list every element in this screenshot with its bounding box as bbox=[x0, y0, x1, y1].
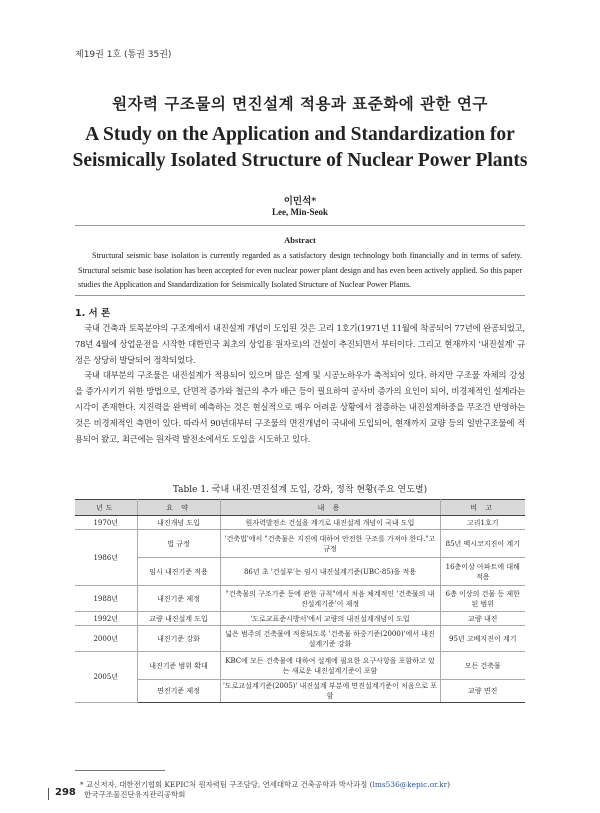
cell-content: 86년 초 '건설부'는 임시 내진설계기준(UBC-85)을 적용 bbox=[220, 558, 440, 586]
journal-issue: 제19권 1호 (통권 35권) bbox=[75, 50, 172, 60]
table-row bbox=[75, 558, 525, 586]
footnote-email[interactable]: lms536@kepic.or.kr bbox=[372, 780, 448, 789]
header-summary: 요 약 bbox=[137, 500, 220, 516]
header-content: 내 용 bbox=[220, 500, 440, 516]
divider-top bbox=[75, 225, 525, 226]
cell-note: 6층 이상의 건물 등 제한된 범위 bbox=[440, 586, 525, 612]
table-row bbox=[75, 626, 525, 652]
abstract-text: Structural seismic base isolation is currently regarded as a satisfactory design technology both financially and in terms of safety. Structural seismic base isolation has been accepted for even nuclear power plant design and has even been actively applied. So this paper studies the Application and Standardization for Seismically Isolated Structure of Nuclear Power Plants. bbox=[78, 251, 522, 289]
divider-bottom bbox=[75, 295, 525, 296]
cell-content: "건축물의 구조기준 등에 관한 규칙"에서 처음 체계적인 '건축물의 내진설계기준'이 제정 bbox=[220, 586, 440, 612]
cell-content: 넓은 범주의 건축물에 적용되도록 '건축물 하중기준(2000)'에서 내진설계기준 강화 bbox=[220, 626, 440, 652]
cell-note: 16층이상 아파트에 대해 적용 bbox=[440, 558, 525, 586]
header-year: 년도 bbox=[75, 500, 137, 516]
table-row bbox=[75, 516, 525, 530]
cell-note: 교량 내진 bbox=[440, 612, 525, 626]
footnote-rule bbox=[75, 770, 165, 771]
author-english: Lee, Min-Seok bbox=[272, 207, 328, 217]
cell-year: 1988년 bbox=[75, 586, 137, 612]
title-korean: 원자력 구조물의 면진설계 적용과 표준화에 관한 연구 bbox=[112, 94, 488, 113]
cell-note: 85년 멕시코지진이 계기 bbox=[440, 530, 525, 558]
cell-summary: 임시 내진기준 적용 bbox=[137, 558, 220, 586]
footnote-close: ) bbox=[447, 780, 451, 789]
title-english-line1: A Study on the Application and Standardization for bbox=[85, 124, 515, 145]
cell-content: 원자력발전소 건설을 계기로 내진설계 개념이 국내 도입 bbox=[220, 516, 440, 530]
paragraph-1: 국내 건축과 토목분야의 구조계에서 내진설계 개념이 도입된 것은 고리 1호기(1971년 11월에 착공되어 77년에 완공되었고, 78년 4월에 상업운전을 시작한 대한민국 최초의 상업용 원자로)의 건설이 추진되면서 부터이다. 그리고 현재까지 '내진설계' 규정은 상당히 발달되어 정착되었다. bbox=[75, 323, 525, 365]
cell-note: 교량 면진 bbox=[440, 680, 525, 703]
cell-year: 1992년 bbox=[75, 612, 137, 626]
section-heading: 1. 서 론 bbox=[75, 308, 111, 319]
table-row bbox=[75, 612, 525, 626]
cell-year: 2005년 bbox=[75, 652, 137, 703]
cell-content: '건축법'에서 "건축물은 지진에 대하여 안전한 구조를 가져야 한다."고 규정 bbox=[220, 530, 440, 558]
table-row bbox=[75, 530, 525, 558]
cell-note: 고리1호기 bbox=[440, 516, 525, 530]
table-row bbox=[75, 652, 525, 680]
table-header-row bbox=[75, 500, 525, 516]
cell-content: '도로교표준시방서'에서 교량의 내진설계개념이 도입 bbox=[220, 612, 440, 626]
cell-summary: 내진기준 범위 확대 bbox=[137, 652, 220, 680]
cell-note: 모든 건축물 bbox=[440, 652, 525, 680]
cell-note: 95년 고베지진이 계기 bbox=[440, 626, 525, 652]
title-english-line2: Seismically Isolated Structure of Nuclear Power Plants bbox=[72, 150, 528, 171]
cell-summary: 내진기준 제정 bbox=[137, 586, 220, 612]
cell-summary: 내진기준 강화 bbox=[137, 626, 220, 652]
footer-bar bbox=[48, 788, 49, 800]
cell-year: 2000년 bbox=[75, 626, 137, 652]
table-caption: Table 1. 국내 내진·면진설계 도입, 강화, 정착 현황(주요 연도별) bbox=[172, 485, 428, 495]
cell-content: '도로교설계기준(2005)' 내진설계 부분에 면진설계기준이 처음으로 포함 bbox=[220, 680, 440, 703]
journal-name: 한국구조물진단유지관리공학회 bbox=[84, 790, 186, 799]
cell-summary: 법 규정 bbox=[137, 530, 220, 558]
cell-summary: 내진개념 도입 bbox=[137, 516, 220, 530]
table-row bbox=[75, 586, 525, 612]
cell-summary: 교량 내진설계 도입 bbox=[137, 612, 220, 626]
paragraph-2: 국내 대부분의 구조물은 내진설계가 적용되어 있으며 많은 설계 및 시공노하우가 축적되어 있다. 하지만 구조물 자체의 강성을 증가시키기 위한 방법으로, 단면적 증가와 철근의 추가 배근 등이 필요하여 공사비 증가의 요인이 되어, 비경제적인 설계라는 시각이 존재한다. 지진력을 완벽히 예측하는 것은 현실적으로 매우 어려운 상황에서 점증하는 내진설계하중을 무조건 반영하는 것은 비경제적인 측면이 있다. 따라서 90년대부터 구조물의 면진개념이 국내에 도입되어, 현재까지 교량 등의 일반구조물에 적용되어 왔고, 최근에는 원자력 발전소에서도 도입을 시도하고 있다. bbox=[75, 370, 525, 444]
abstract-heading: Abstract bbox=[284, 235, 316, 245]
cell-year: 1986년 bbox=[75, 530, 137, 586]
page-number: 298 bbox=[55, 787, 76, 798]
cell-year: 1970년 bbox=[75, 516, 137, 530]
footnote-text: * 교신저자, 대한전기협회 KEPIC처 원자력팀 구조담당, 연세대학교 건축공학과 박사과정 ( bbox=[80, 780, 373, 789]
history-table bbox=[75, 499, 525, 703]
cell-content: KBC에 모든 건축물에 대하여 설계에 필요한 요구사항을 포함하고 있는 새로운 내진설계기준이 포함 bbox=[220, 652, 440, 680]
section-body bbox=[75, 321, 525, 447]
header-note: 비 고 bbox=[440, 500, 525, 516]
author-korean: 이민석* bbox=[283, 196, 317, 207]
cell-summary: 면진기준 제정 bbox=[137, 680, 220, 703]
table-row bbox=[75, 680, 525, 703]
